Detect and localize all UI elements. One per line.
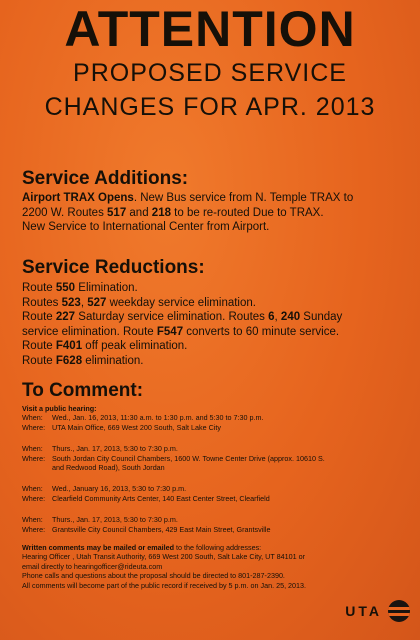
reductions-line: Route 227 Saturday service elimination. Routes 6, 240 Sunday xyxy=(22,311,343,323)
when-label: When: xyxy=(22,444,43,454)
hearing-when: Thurs., Jan. 17, 2013, 5:30 to 7:30 p.m. xyxy=(52,444,178,454)
written-comments-line: Written comments may be mailed or emailed to the following addresses: xyxy=(22,543,262,553)
address-line: Hearing Officer , Utah Transit Authority, 669 West 200 South, Salt Lake City, UT 84101 or xyxy=(22,552,305,562)
service-reductions-heading: Service Reductions: xyxy=(22,257,205,278)
uta-logo-text: UTA xyxy=(345,603,382,619)
additions-line-3: New Service to International Center from Airport. xyxy=(22,221,270,233)
subtitle-line-2: CHANGES FOR APR. 2013 xyxy=(44,93,376,121)
reductions-line: Route F401 off peak elimination. xyxy=(22,340,188,352)
reductions-line: Route 550 Elimination. xyxy=(22,282,138,294)
when-label: When: xyxy=(22,413,43,423)
service-additions-heading: Service Additions: xyxy=(22,168,189,189)
additions-line-2: 2200 W. Routes 517 and 218 to be re-routed Due to TRAX. xyxy=(22,206,324,219)
visit-hearing-label: Visit a public hearing: xyxy=(22,404,97,413)
hearing-block xyxy=(22,413,406,432)
where-label: Where: xyxy=(22,493,46,503)
reductions-line: Routes 523, 527 weekday service elimination. xyxy=(22,296,256,309)
hearing-where: South Jordan City Council Chambers, 1600 W. Towne Center Drive (approx. 10610 S. xyxy=(52,453,325,463)
to-comment-heading: To Comment: xyxy=(22,380,144,401)
hearing-block xyxy=(22,515,406,534)
additions-line-1: Airport TRAX Opens. New Bus service from N. Temple TRAX to xyxy=(22,192,354,204)
where-label: Where: xyxy=(22,453,46,463)
hearing-when: Wed., Jan. 16, 2013, 11:30 a.m. to 1:30 p.m. and 5:30 to 7:30 p.m. xyxy=(52,413,264,423)
reductions-line: service elimination. Route F547 converts to 60 minute service. xyxy=(22,325,340,338)
subtitle-line-1: PROPOSED SERVICE xyxy=(73,59,347,87)
hearing-where-cont: and Redwood Road), South Jordan xyxy=(52,463,165,473)
where-label: Where: xyxy=(22,524,46,534)
when-label: When: xyxy=(22,484,43,494)
where-label: Where: xyxy=(22,422,46,432)
uta-logo-icon xyxy=(388,600,410,622)
email-line: email directly to hearingofficer@rideuta.com xyxy=(22,561,163,571)
reductions-line: Route F628 elimination. xyxy=(22,354,144,367)
service-reductions-text xyxy=(22,281,406,368)
attention-heading: ATTENTION xyxy=(64,1,356,57)
when-label: When: xyxy=(22,515,43,525)
hearing-block xyxy=(22,484,406,503)
service-additions-text xyxy=(22,191,406,235)
record-line: All comments will become part of the public record if received by 5 p.m. on Jan. 25, 2013. xyxy=(22,580,307,590)
hearing-when: Thurs., Jan. 17, 2013, 5:30 to 7:30 p.m. xyxy=(52,515,178,525)
hearing-when: Wed., January 16, 2013, 5:30 to 7:30 p.m. xyxy=(52,484,187,494)
phone-line: Phone calls and questions about the proposal should be directed to 801-287-2390. xyxy=(22,571,285,581)
hearing-block xyxy=(22,444,406,472)
comment-details xyxy=(22,404,406,590)
uta-logo xyxy=(345,600,410,622)
hearing-where: Grantsville City Council Chambers, 429 East Main Street, Grantsville xyxy=(52,524,271,534)
hearing-where: Clearfield Community Arts Center, 140 East Center Street, Clearfield xyxy=(52,493,270,503)
hearing-where: UTA Main Office, 669 West 200 South, Salt Lake City xyxy=(52,422,221,432)
